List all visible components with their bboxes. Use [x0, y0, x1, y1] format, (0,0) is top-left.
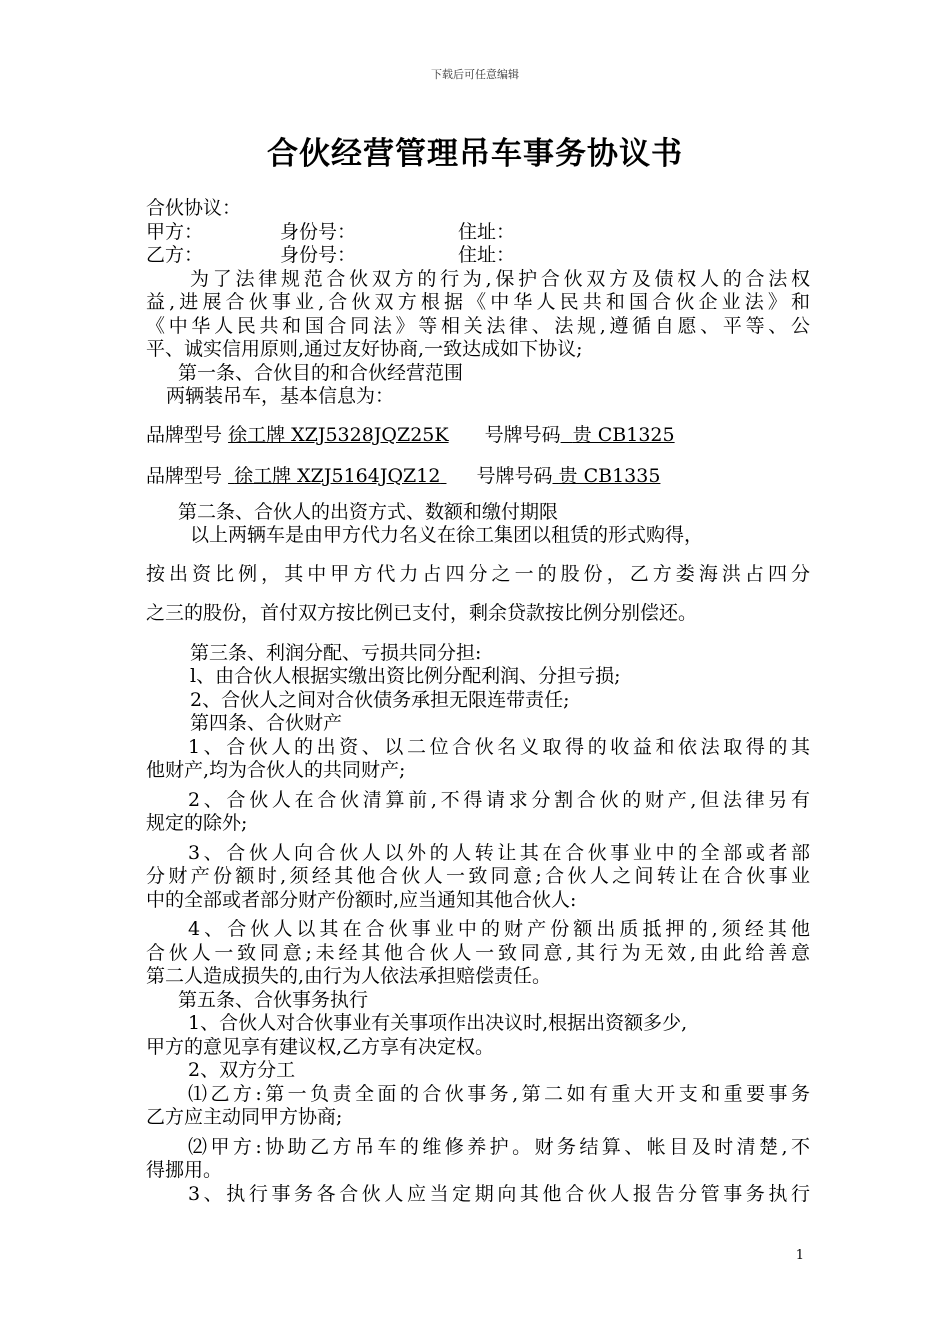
preamble-line: 为了法律规范合伙双方的行为,保护合伙双方及债权人的合法权 — [190, 267, 810, 290]
article-1-heading: 第一条、合伙目的和合伙经营范围 — [178, 361, 464, 384]
brand-label: 品牌型号 — [146, 423, 223, 446]
article-3-heading: 第三条、利润分配、亏损共同分担: — [190, 641, 482, 664]
article-3-item: 2、合伙人之间对合伙债务承担无限连带责任; — [190, 688, 570, 711]
plate-label: 号牌号码 — [484, 423, 561, 446]
header-note: 下载后可任意编辑 — [431, 68, 519, 81]
party-a-role: 甲方： — [146, 220, 204, 243]
article-2-text: 按出资比例，其中甲方代力占四分之一的股份，乙方娄海洪占四分 — [146, 562, 810, 585]
vehicle-row — [146, 456, 810, 497]
article-4-heading: 第四条、合伙财产 — [190, 712, 343, 734]
preamble-line: 平、诚实信用原则,通过友好协商,一致达成如下协议; — [146, 338, 583, 360]
party-b-line — [146, 244, 810, 268]
party-a-line — [146, 221, 810, 245]
document-body — [146, 197, 810, 1206]
preamble-line: 《中华人民共和国合同法》等相关法律、法规,遵循自愿、平等、公 — [146, 314, 810, 337]
plate-value: 贵 CB1335 — [558, 464, 661, 487]
article-5-line: 1、合伙人对合伙事业有关事项作出决议时,根据出资额多少, — [188, 1012, 688, 1034]
plate-value: 贵 CB1325 — [572, 423, 675, 446]
brand-label: 品牌型号 — [146, 464, 223, 487]
party-a-address: 住址： — [458, 220, 516, 243]
preamble-line: 益,进展合伙事业,合伙双方根据《中华人民共和国合伙企业法》和 — [146, 291, 810, 313]
document-title: 合伙经营管理吊车事务协议书 — [267, 136, 683, 172]
party-b-id: 身份号： — [280, 244, 357, 266]
article-4-line: 1、合伙人的出资、以二位合伙名义取得的收益和依法取得的其 — [188, 735, 810, 758]
article-4-line: 4、合伙人以其在合伙事业中的财产份额出质抵押的,须经其他 — [188, 918, 810, 940]
brand-value: 徐工牌 XZJ5328JQZ25K — [228, 423, 449, 446]
article-5-line: 乙方应主动同甲方协商; — [146, 1106, 343, 1128]
article-2-heading: 第二条、合伙人的出资方式、数额和缴付期限 — [178, 500, 559, 523]
article-4-line: 分财产份额时,须经其他合伙人一致同意;合伙人之间转让在合伙事业 — [146, 865, 810, 887]
brand-value: 徐工牌 XZJ5164JQZ12 — [234, 464, 441, 487]
plate-label: 号牌号码 — [476, 464, 553, 487]
vehicle-row — [146, 415, 810, 456]
article-4-line: 第二人造成损失的,由行为人依法承担赔偿责任。 — [146, 965, 552, 987]
article-3-item: l、由合伙人根据实缴出资比例分配利润、分担亏损; — [190, 665, 621, 687]
intro-line: 合伙协议： — [146, 197, 242, 219]
article-2-text: 之三的股份，首付双方按比例已支付，剩余贷款按比例分别偿还。 — [146, 601, 698, 624]
article-5-line: 3、执行事务各合伙人应当定期向其他合伙人报告分管事务执行 — [188, 1182, 810, 1205]
article-5-line: 甲方的意见享有建议权,乙方享有决定权。 — [146, 1035, 495, 1058]
article-4-line: 2、合伙人在合伙清算前,不得请求分割合伙的财产,但法律另有 — [188, 788, 810, 811]
party-a-id: 身份号： — [280, 220, 357, 243]
article-4-line: 规定的除外; — [146, 812, 248, 834]
article-4-line: 他财产,均为合伙人的共同财产; — [146, 759, 406, 781]
vehicles-intro: 两辆装吊车，基本信息为： — [166, 385, 395, 407]
article-5-line: 2、双方分工 — [188, 1059, 296, 1081]
party-b-address: 住址： — [458, 244, 516, 266]
page-number: 1 — [795, 1248, 804, 1263]
article-5-line: ⑴乙方:第一负责全面的合伙事务,第二如有重大开支和重要事务 — [188, 1082, 810, 1105]
article-4-line: 合伙人一致同意;未经其他合伙人一致同意,其行为无效,由此给善意 — [146, 941, 810, 964]
party-b-role: 乙方： — [146, 244, 204, 266]
article-5-line: ⑵甲方:协助乙方吊车的维修养护。财务结算、帐目及时清楚,不 — [188, 1135, 810, 1158]
article-2-text: 以上两辆车是由甲方代力名义在徐工集团以租赁的形式购得， — [190, 524, 704, 546]
article-5-heading: 第五条、合伙事务执行 — [178, 988, 369, 1011]
article-5-line: 得挪用。 — [146, 1159, 223, 1181]
article-4-line: 中的全部或者部分财产份额时,应当通知其他合伙人: — [146, 888, 577, 911]
article-4-line: 3、合伙人向合伙人以外的人转让其在合伙事业中的全部或者部 — [188, 841, 810, 864]
